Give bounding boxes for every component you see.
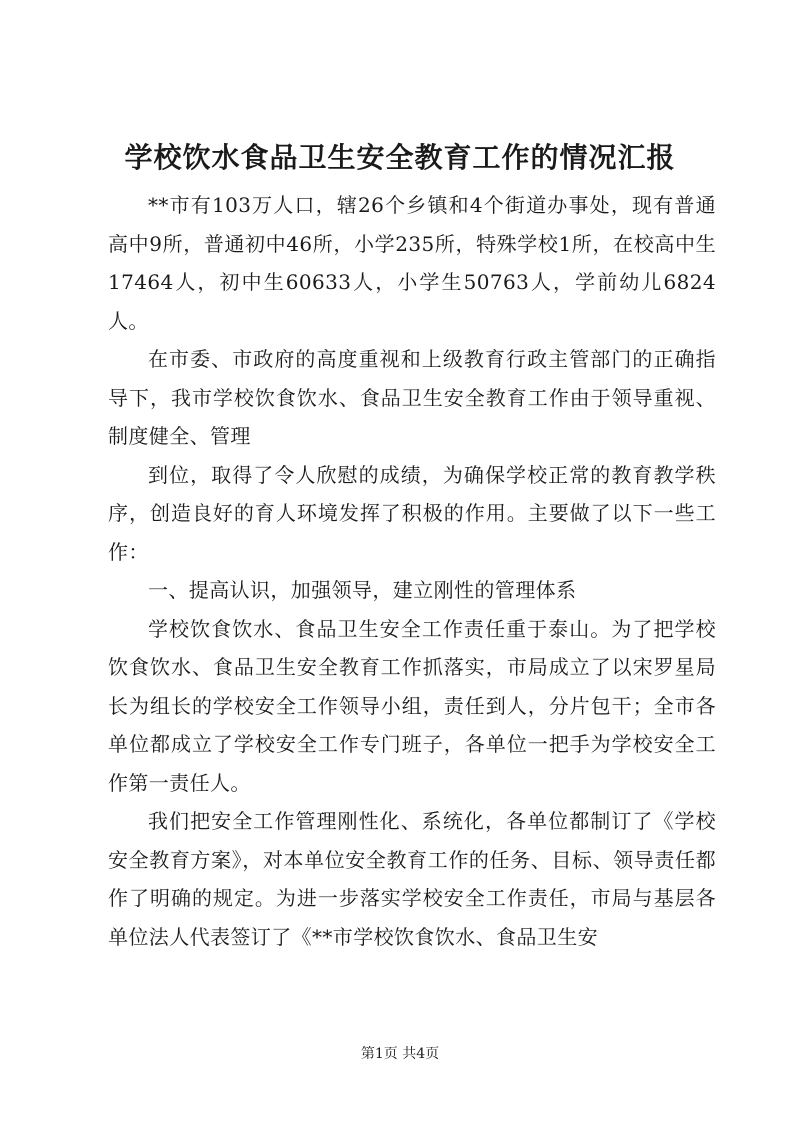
document-title: 学校饮水食品卫生安全教育工作的情况汇报 [124, 141, 676, 174]
paragraph-management-system: 我们把安全工作管理刚性化、系统化，各单位都制订了《学校安全教育方案》，对本单位安全教育工作的任务、目标、领导责任都作了明确的规定。为进一步落实学校安全工作责任，市局与基层各单位法人代表签订了《**市学校饮食饮水、食品卫生安 [108, 809, 716, 949]
paragraph-achievements: 到位，取得了令人欣慰的成绩，为确保学校正常的教育教学秩序，创造良好的育人环境发挥了积极的作用。主要做了以下一些工作： [108, 462, 716, 564]
paragraph-guidance: 在市委、市政府的高度重视和上级教育行政主管部门的正确指导下，我市学校饮食饮水、食品卫生安全教育工作由于领导重视、制度健全、管理 [108, 347, 716, 448]
paragraph-intro: **市有103万人口，辖26个乡镇和4个街道办事处，现有普通高中9所，普通初中46所，小学235所，特殊学校1所，在校高中生17464人，初中生60633人，小学生50763人，学前幼儿6824人。 [108, 193, 716, 333]
page-number-footer: 第1页 共4页 [360, 1046, 440, 1062]
paragraph-leadership: 学校饮食饮水、食品卫生安全工作责任重于泰山。为了把学校饮食饮水、食品卫生安全教育工作抓落实，市局成立了以宋罗星局长为组长的学校安全工作领导小组，责任到人，分片包干；全市各单位都成立了学校安全工作专门班子，各单位一把手为学校安全工作第一责任人。 [108, 616, 716, 795]
document-body [108, 186, 716, 956]
section-heading-1: 一、提高认识，加强领导，建立刚性的管理体系 [148, 578, 577, 602]
